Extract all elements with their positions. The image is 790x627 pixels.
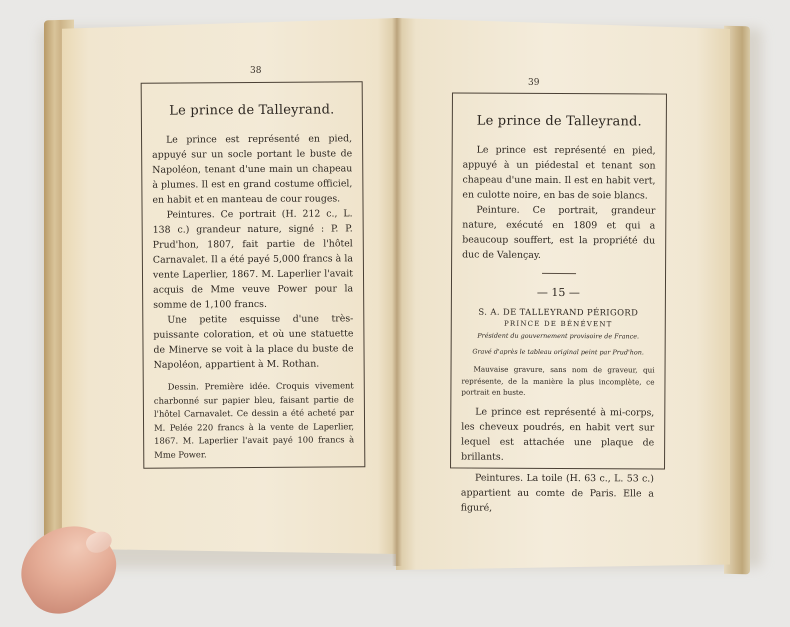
right-paragraph-4: Peintures. La toile (H. 63 c., L. 53 c.) appartient au comte de Paris. Elle a figuré, (460, 472, 654, 514)
right-page-title: Le prince de Talleyrand. (476, 113, 642, 130)
right-paragraph-2: Peinture. Ce portrait, grandeur nature, exécuté en 1809 et qui a beaucoup souffert, est la propriété du duc de Valençay. (462, 204, 656, 261)
left-page-title: Le prince de Talleyrand. (169, 102, 335, 119)
left-text-frame (141, 81, 366, 469)
right-page-number: 39 (528, 78, 540, 88)
book-gutter (392, 18, 402, 566)
right-paragraph-3: Le prince est représenté à mi-corps, les cheveux poudrés, en habit vert sur lequel est attachée une plaque de brillants. (461, 406, 655, 463)
left-note: Dessin. Première idée. Croquis vivement charbonné sur papier bleu, faisant partie de l'hôtel Carnavalet. Ce dessin a été acheté par M. Pelée 220 francs à la vente de Laperlier, 1867. M. Laperlier l'avait payé 100 francs à Mme Power. (153, 380, 355, 460)
left-paragraph-2: Peintures. Ce portrait (H. 212 c., L. 138 c.) grandeur nature, signé : P. P. Prud'hon, 1807, fait partie de l'hôtel Carnavalet. Il a été payé 5,000 francs à la vente Laperlier, 1867. M. Laperlier l'avait acquis de Mme veuve Power pour la somme de 1,100 francs. (152, 208, 354, 311)
right-paragraph-1: Le prince est représenté en pied, appuyé à un piédestal et tenant son chapeau d'une main. Il est en habit vert, en culotte noire, en bas de soie blancs. (462, 144, 656, 202)
entry-role: Président du gouvernement provisoire de France. (477, 331, 640, 341)
right-text-frame (450, 92, 667, 514)
entry-description: Mauvaise gravure, sans nom de graveur, qui représente, de la manière la plus incomplète, ce portrait en buste. (461, 364, 655, 397)
entry-number: — 15 — (536, 285, 580, 300)
entry-engraving: Gravé d'après le tableau original peint par Prud'hon. (472, 347, 644, 357)
section-divider (542, 273, 576, 274)
left-page-number: 38 (250, 66, 262, 76)
entry-subject: S. A. DE TALLEYRAND PÉRIGORD (478, 306, 639, 318)
left-paragraph-3: Une petite esquisse d'une très-puissante coloration, et où une statuette de Minerve se voit à la place du buste de Napoléon, appartient à M. Rothan. (153, 313, 354, 371)
entry-title: PRINCE DE BÉNÉVENT (503, 319, 613, 329)
left-paragraph-1: Le prince est représenté en pied, appuyé sur un socle portant le buste de Napoléon, tenant d'une main un chapeau à plumes. Il est en grand costume officiel, en habit et en manteau de cour rouges. (152, 133, 353, 206)
